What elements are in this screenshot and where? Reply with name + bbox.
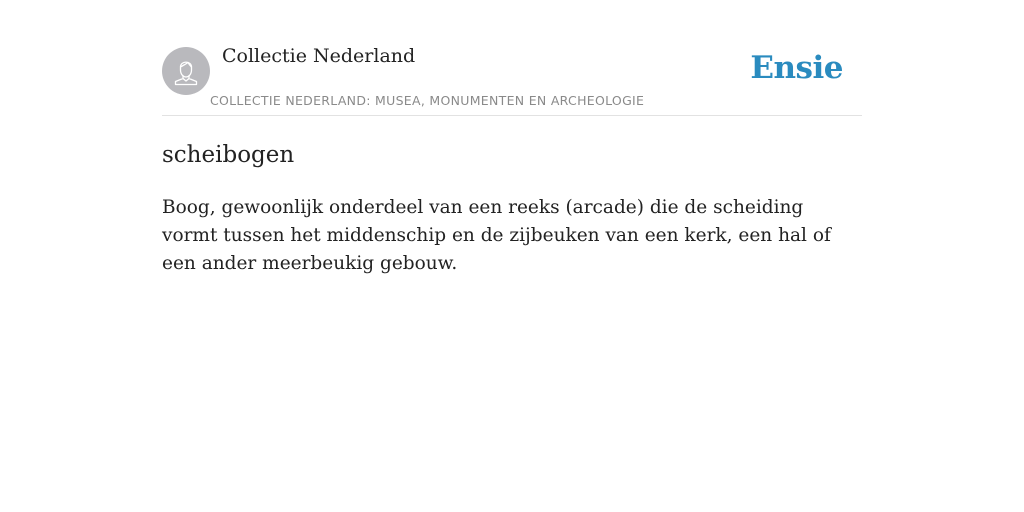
entry-term: scheibogen: [162, 142, 295, 168]
source-label[interactable]: COLLECTIE NEDERLAND: MUSEA, MONUMENTEN EN ARCHEOLOGIE: [210, 93, 645, 108]
ensie-logo[interactable]: Ensie: [750, 50, 843, 86]
user-avatar-icon[interactable]: [162, 47, 210, 95]
author-name[interactable]: Collectie Nederland: [222, 45, 416, 67]
entry-card: [162, 0, 862, 278]
entry-definition: Boog, gewoonlijk onderdeel van een reeks (arcade) die de scheiding vormt tussen het middenschip en de zijbeuken van een kerk, een hal of een ander meerbeukig gebouw.: [162, 197, 831, 274]
entry-header: [162, 0, 862, 116]
